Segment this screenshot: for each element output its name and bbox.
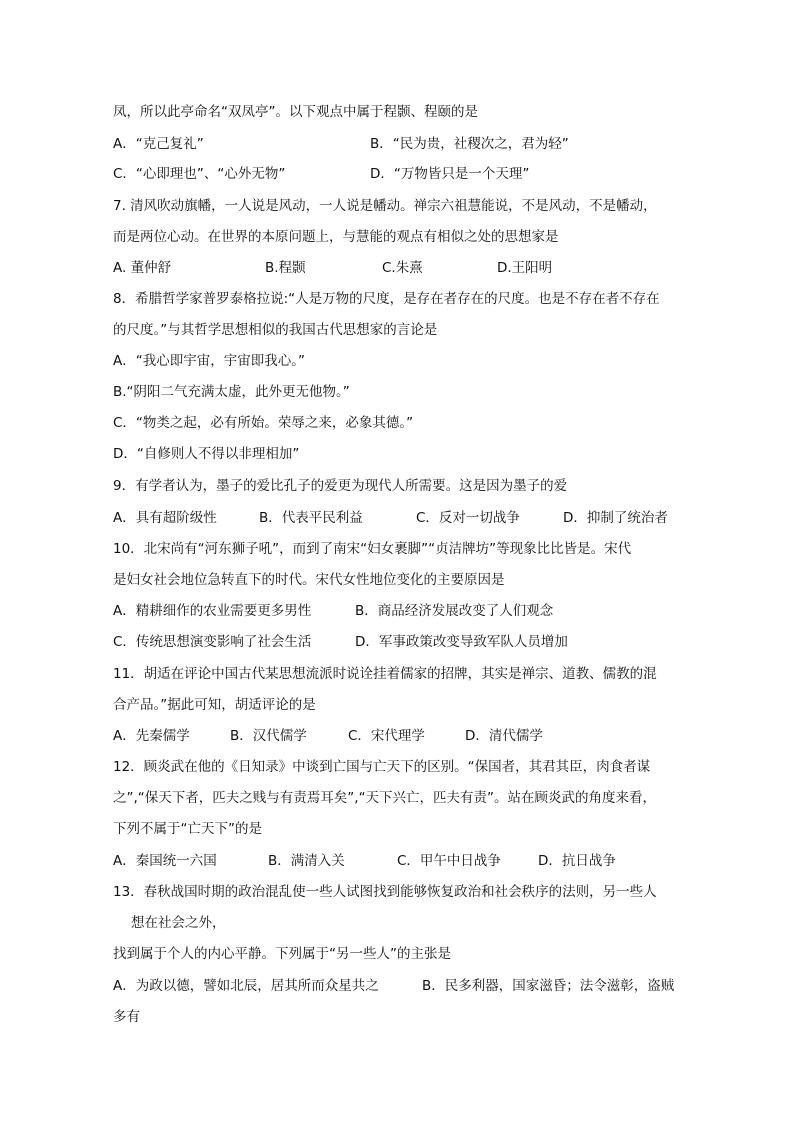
q11-option-b: B．汉代儒学 bbox=[230, 728, 307, 744]
q6-option-d: D．“万物皆只是一个天理” bbox=[370, 166, 530, 182]
q12-stem-line-3: 下列不属于“亡天下”的是 bbox=[113, 821, 262, 837]
q10-option-d: D．军事政策改变导致军队人员增加 bbox=[355, 634, 568, 650]
q8-stem-line-1: 8．希腊哲学家普罗泰格拉说:“人是万物的尺度，是存在者存在的尺度。也是不存在者不存在 bbox=[113, 291, 660, 307]
q11-option-d: D．清代儒学 bbox=[465, 728, 543, 744]
q13-stem-line-1: 13．春秋战国时期的政治混乱使一些人试图找到能够恢复政治和社会秩序的法则，另一些人 bbox=[113, 884, 657, 900]
q6-option-a: A．“克己复礼” bbox=[113, 136, 204, 152]
q7-stem-line-1: 7. 清风吹动旗幡，一人说是风动，一人说是幡动。禅宗六祖慧能说，不是风动，不是幡动， bbox=[113, 198, 657, 214]
q12-stem-line-2: 之”,“保天下者，匹夫之贱与有责焉耳矣”,“天下兴亡，匹夫有责”。站在顾炎武的角度来看， bbox=[113, 790, 657, 806]
q12-option-a: A．秦国统一六国 bbox=[113, 853, 217, 869]
q12-option-b: B．满清入关 bbox=[268, 853, 345, 869]
q10-option-b: B．商品经济发展改变了人们观念 bbox=[355, 603, 554, 619]
q10-option-a: A．精耕细作的农业需要更多男性 bbox=[113, 603, 312, 619]
q7-option-b: B.程颢 bbox=[265, 260, 306, 276]
q6-stem-tail: 凤，所以此亭命名“双凤亭”。以下观点中属于程颢、程颐的是 bbox=[113, 104, 478, 120]
q13-option-b: B．民多利器，国家滋昏；法令滋彰，盗贼 bbox=[422, 978, 675, 994]
q12-stem-line-1: 12．顾炎武在他的《日知录》中谈到亡国与亡天下的区别。“保国者，其君其臣，肉食者谋 bbox=[113, 759, 651, 775]
q11-option-a: A．先秦儒学 bbox=[113, 728, 190, 744]
q13-stem-line-3: 找到属于个人的内心平静。下列属于“另一些人”的主张是 bbox=[113, 946, 451, 962]
q8-stem-line-2: 的尺度。”与其哲学思想相似的我国古代思想家的言论是 bbox=[113, 322, 438, 338]
q8-option-a: A．“我心即宇宙，宇宙即我心。” bbox=[113, 353, 305, 369]
q9-option-a: A．具有超阶级性 bbox=[113, 510, 217, 526]
q10-option-c: C．传统思想演变影响了社会生活 bbox=[113, 634, 312, 650]
q11-stem-line-2: 合产品。”据此可知，胡适评论的是 bbox=[113, 697, 316, 713]
q10-stem-line-2: 是妇女社会地位急转直下的时代。宋代女性地位变化的主要原因是 bbox=[113, 572, 505, 588]
q6-option-b: B．“民为贵，社稷次之，君为轻” bbox=[370, 136, 569, 152]
q9-option-b: B．代表平民利益 bbox=[259, 510, 363, 526]
q8-option-c: C．“物类之起，必有所始。荣辱之来，必象其德。” bbox=[113, 415, 414, 431]
q7-stem-line-2: 而是两位心动。在世界的本原问题上，与慧能的观点有相似之处的思想家是 bbox=[113, 229, 559, 245]
q12-option-d: D．抗日战争 bbox=[538, 853, 616, 869]
q7-option-d: D.王阳明 bbox=[497, 260, 553, 276]
q9-stem: 9．有学者认为，墨子的爱比孔子的爱更为现代人所需要。这是因为墨子的爱 bbox=[113, 478, 568, 494]
q9-option-d: D．抑制了统治者 bbox=[563, 510, 668, 526]
q7-option-c: C.朱熹 bbox=[382, 260, 423, 276]
q6-option-c: C．“心即理也”、“心外无物” bbox=[113, 166, 286, 182]
q9-option-c: C．反对一切战争 bbox=[416, 510, 520, 526]
q12-option-c: C．甲午中日战争 bbox=[397, 853, 501, 869]
q10-stem-line-1: 10．北宋尚有“河东狮子吼”，而到了南宋“妇女裹脚”“贞洁牌坊”等现象比比皆是。宋代 bbox=[113, 541, 632, 557]
q7-option-a: A. 董仲舒 bbox=[113, 260, 172, 276]
q13-option-a: A．为政以德，譬如北辰，居其所而众星共之 bbox=[113, 978, 379, 994]
q8-option-d: D．“自修则人不得以非理相加” bbox=[113, 446, 300, 462]
q11-option-c: C．宋代理学 bbox=[348, 728, 425, 744]
q13-stem-line-2: 想在社会之外， bbox=[131, 915, 226, 931]
q8-option-b: B.“阴阳二气充满太虚，此外更无他物。” bbox=[113, 384, 350, 400]
q13-option-b-continued: 多有 bbox=[113, 1009, 140, 1025]
q11-stem-line-1: 11．胡适在评论中国古代某思想流派时说诠挂着儒家的招牌，其实是禅宗、道教、儒教的混 bbox=[113, 666, 657, 682]
